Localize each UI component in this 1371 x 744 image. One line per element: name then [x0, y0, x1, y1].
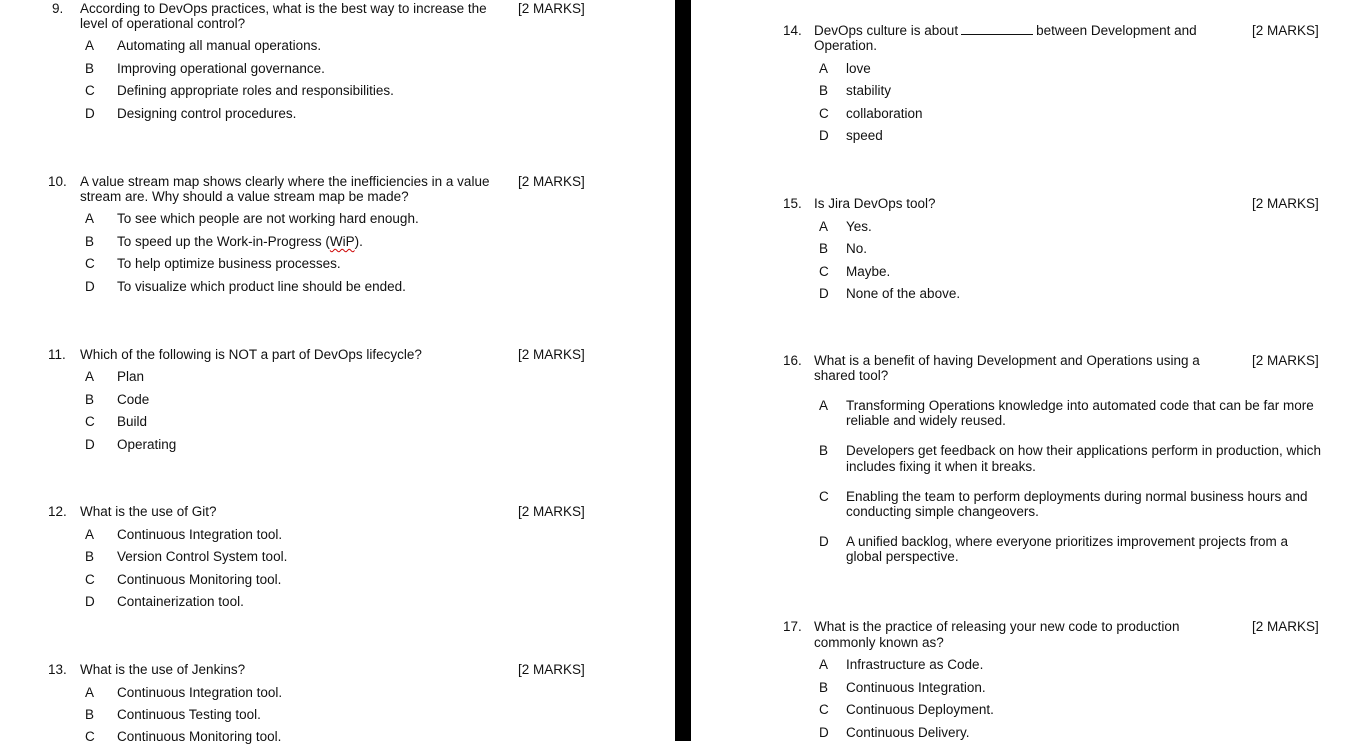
- option-text: None of the above.: [846, 286, 961, 301]
- option-letter: C: [85, 256, 95, 271]
- question-text-line1: A value stream map shows clearly where the inefficiencies in a value: [80, 174, 490, 189]
- option-text: Containerization tool.: [117, 594, 244, 609]
- option-text: Continuous Integration tool.: [117, 527, 283, 542]
- option-letter: A: [85, 211, 95, 226]
- option-text: Code: [117, 392, 150, 407]
- option-letter: C: [85, 83, 95, 98]
- option-text-post: ).: [354, 234, 363, 249]
- marks-label: [2 MARKS]: [1252, 196, 1319, 211]
- option-text-line2: reliable and widely reused.: [846, 413, 1006, 428]
- option-text: love: [846, 61, 871, 76]
- question-number: 13.: [48, 662, 67, 677]
- question-text-post: between Development and: [1036, 23, 1197, 38]
- question-text-line2: stream are. Why should a value stream map be made?: [80, 189, 409, 204]
- option-text: To help optimize business processes.: [117, 256, 341, 271]
- option-letter: C: [85, 572, 95, 587]
- option-text-line2: includes fixing it when it breaks.: [846, 459, 1036, 474]
- option-text: collaboration: [846, 106, 923, 121]
- option-letter: B: [85, 707, 95, 722]
- option-letter: D: [85, 437, 95, 452]
- option-text: Plan: [117, 369, 145, 384]
- option-letter: B: [85, 549, 95, 564]
- option-letter: A: [819, 398, 829, 413]
- option-text: To see which people are not working hard enough.: [117, 211, 419, 226]
- option-text-line1: A unified backlog, where everyone prioritizes improvement projects from a: [846, 534, 1288, 549]
- option-text: To visualize which product line should be ended.: [117, 279, 406, 294]
- option-letter: A: [85, 527, 95, 542]
- option-letter: D: [819, 534, 829, 549]
- option-letter: C: [85, 729, 95, 744]
- option-text: Version Control System tool.: [117, 549, 288, 564]
- option-letter: C: [819, 106, 829, 121]
- option-text: speed: [846, 128, 883, 143]
- option-text: Defining appropriate roles and responsibilities.: [117, 83, 394, 98]
- option-text: Continuous Monitoring tool.: [117, 729, 282, 744]
- option-letter: A: [85, 369, 95, 384]
- question-text-line1: Which of the following is NOT a part of DevOps lifecycle?: [80, 347, 422, 362]
- option-text-line1: Developers get feedback on how their applications perform in production, which: [846, 443, 1322, 458]
- question-text-line1: What is the use of Git?: [80, 504, 217, 519]
- option-letter: B: [85, 61, 95, 76]
- question-number: 15.: [783, 196, 802, 211]
- option-text: Maybe.: [846, 264, 891, 279]
- option-letter: B: [819, 241, 829, 256]
- question-text-line2: shared tool?: [814, 368, 889, 383]
- option-letter: D: [819, 128, 829, 143]
- option-letter: C: [819, 702, 829, 717]
- option-letter: C: [819, 489, 829, 504]
- question-number: 9.: [52, 1, 64, 16]
- question-number: 10.: [48, 174, 67, 189]
- option-text: Continuous Testing tool.: [117, 707, 261, 722]
- question-text-line1: What is the practice of releasing your new code to production: [814, 619, 1180, 634]
- option-letter: A: [819, 219, 829, 234]
- question-number: 14.: [783, 23, 802, 38]
- option-text: [117, 234, 363, 249]
- option-text: stability: [846, 83, 892, 98]
- option-text: Continuous Integration.: [846, 680, 986, 695]
- question-text-line1: Is Jira DevOps tool?: [814, 196, 936, 211]
- marks-label: [2 MARKS]: [518, 1, 585, 16]
- option-letter: B: [85, 234, 95, 249]
- option-text: Improving operational governance.: [117, 61, 325, 76]
- question-text-line1: What is a benefit of having Development and Operations using a: [814, 353, 1200, 368]
- marks-label: [2 MARKS]: [518, 662, 585, 677]
- option-text-line1: Enabling the team to perform deployments during normal business hours and: [846, 489, 1308, 504]
- question-text-line2: level of operational control?: [80, 16, 246, 31]
- option-text: Continuous Integration tool.: [117, 685, 283, 700]
- option-text: Automating all manual operations.: [117, 38, 322, 53]
- marks-label: [2 MARKS]: [1252, 23, 1319, 38]
- option-letter: B: [819, 443, 829, 458]
- question-text-line1: What is the use of Jenkins?: [80, 662, 246, 677]
- page-divider: [675, 0, 691, 741]
- option-letter: C: [85, 414, 95, 429]
- option-text-line1: Transforming Operations knowledge into automated code that can be far more: [846, 398, 1314, 413]
- question-text-line2: commonly known as?: [814, 635, 944, 650]
- marks-label: [2 MARKS]: [518, 347, 585, 362]
- option-letter: A: [85, 685, 95, 700]
- option-text: Yes.: [846, 219, 872, 234]
- option-letter: A: [819, 657, 829, 672]
- option-letter: A: [819, 61, 829, 76]
- option-letter: B: [819, 83, 829, 98]
- option-text: No.: [846, 241, 868, 256]
- option-letter: D: [819, 286, 829, 301]
- option-letter: B: [85, 392, 95, 407]
- option-text-pre: To speed up the Work-in-Progress (: [117, 234, 330, 249]
- option-text: Infrastructure as Code.: [846, 657, 984, 672]
- question-text-line1: According to DevOps practices, what is the best way to increase the: [80, 1, 487, 16]
- question-text-line1: [814, 23, 1197, 38]
- option-text: Continuous Deployment.: [846, 702, 994, 717]
- option-letter: D: [819, 725, 829, 740]
- option-letter: D: [85, 279, 95, 294]
- option-letter: B: [819, 680, 829, 695]
- option-letter: C: [819, 264, 829, 279]
- option-text: Continuous Delivery.: [846, 725, 970, 740]
- question-text-line2: Operation.: [814, 38, 878, 53]
- question-number: 12.: [48, 504, 67, 519]
- option-letter: D: [85, 106, 95, 121]
- question-text-pre: DevOps culture is about: [814, 23, 959, 38]
- spellcheck-underlined-word: WiP: [329, 234, 355, 249]
- option-text: Operating: [117, 437, 177, 452]
- question-number: 16.: [783, 353, 802, 368]
- option-text-line2: conducting simple changeovers.: [846, 504, 1039, 519]
- option-letter: A: [85, 38, 95, 53]
- option-text: Build: [117, 414, 148, 429]
- option-text: Designing control procedures.: [117, 106, 297, 121]
- question-number: 17.: [783, 619, 802, 634]
- fill-in-blank: [961, 24, 1033, 35]
- question-number: 11.: [48, 347, 66, 362]
- option-text: Continuous Monitoring tool.: [117, 572, 282, 587]
- option-text-line2: global perspective.: [846, 549, 959, 564]
- marks-label: [2 MARKS]: [518, 174, 585, 189]
- marks-label: [2 MARKS]: [1252, 619, 1319, 634]
- option-letter: D: [85, 594, 95, 609]
- marks-label: [2 MARKS]: [518, 504, 585, 519]
- marks-label: [2 MARKS]: [1252, 353, 1319, 368]
